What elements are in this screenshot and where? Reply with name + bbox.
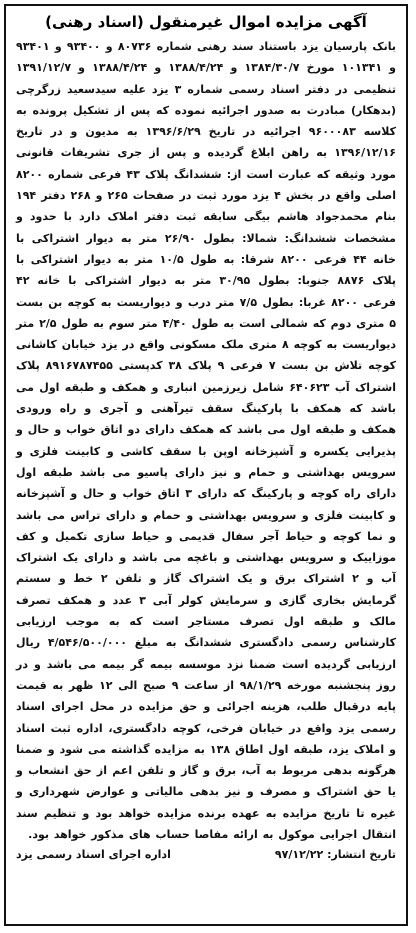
publish-date: تاریخ انتشار: ۹۷/۱۲/۲۲	[274, 848, 396, 862]
notice-footer	[16, 845, 396, 865]
issuing-office: اداره اجرای اسناد رسمی یزد	[16, 848, 171, 862]
notice-title: آگهی مزایده اموال غیرمنقول (اسناد رهنی)	[45, 13, 367, 31]
auction-notice	[4, 4, 408, 926]
notice-body: بانک پارسیان یزد باستناد سند رهنی شماره ۸۰۷۳۶ و ۹۳۴۰۰ و ۹۳۴۰۱ و ۱۰۱۳۴۱ مورخ ۱۳۸۴/۳۰/۷ و ۱۳۸۸/۴/۲۴ و ۱۳۸۸/۴/۲۴ و ۱۳۹۱/۱۲/۷ تنظیمی در دفتر اسناد رسمی شماره ۳ یزد علیه سیدسعید زرگرچی (بدهکار) مبادرت به صدور اجرائیه نموده که پس از تشکیل پرونده به کلاسه ۹۶۰۰۰۸۳ اجرائیه در تاریخ ۱۳۹۶/۶/۲۹ به مدیون و در تاریخ ۱۳۹۶/۱۲/۱۶ به راهن ابلاغ گردیده و پس از جری تشریفات قانونی مورد وثیقه که عبارت است از: ششدانگ پلاک ۴۳ فرعی شماره ۸۲۰۰ اصلی واقع در بخش ۴ یزد مورد ثبت در صفحات ۲۶۵ و ۲۶۸ دفتر ۱۹۴ بنام محمدجواد هاشم بیگی سابقه ثبت دفتر املاک دارد با حدود و مشخصات ششدانگ: شمالا: بطول ۲۶/۹۰ متر به دیوار اشتراکی با خانه ۴۴ فرعی ۸۲۰۰ شرقا: به طول ۱۰/۵ متر به دیوار اشتراکی با پلاک ۸۸۷۶ جنوبا: بطول ۳۰/۹۵ متر به دیوار اشتراکی با خانه ۴۲ فرعی ۸۲۰۰ غربا: بطول ۷/۵ متر درب و دیواریست به کوچه بن بست ۵ متری دوم که شمالی است به طول ۴/۴۰ متر سوم به طول ۲/۵ متر دیواریست به کوچه ۸ متری ملک مسکونی واقع در یزد خیابان کاشانی کوچه تلاش بن بست ۷ فرعی ۹ پلاک ۳۸ کدپستی ۸۹۱۶۷۸۷۴۵۵ پلاک اشتراک آب ۶۴۰۶۲۳ شامل زیرزمین انباری و همکف و طبقه اول می باشد که همکف با پارکینگ سقف تیرآهنی و آجری و راه ورودی همکف و طبقه اول می باشد که همکف دارای دو اتاق خواب و حال و پذیرایی یکسره و آشپزخانه اوپن با سقف کاشی و کابینت فلزی و سرویس بهداشتی و حمام و نیز دارای پاسیو می باشد طبقه اول دارای راه کوچه و پارکینگ که دارای ۳ اتاق خواب و حال و آشپزخانه و کابینت فلزی و سرویس بهداشتی و حمام و دارای تراس می باشد و نما کوچه و حیاط آجر سفال قدیمی و حیاط سازی تکمیل و کف موزاییک و سرویس بهداشتی و باغچه می باشد و دارای یک اشتراک آب و ۲ اشتراک برق و یک اشتراک گاز و تلفن ۲ خط و سستم گرمایش بخاری گازی و سرمایش کولر آبی ۳ عدد و همکف تصرف مالک و طبقه اول تصرف مستاجر است که به موجب ارزیابی کارشناس رسمی دادگستری ششدانگ به مبلغ ۴/۵۴۶/۵۰۰/۰۰۰ ریال ارزیابی گردیده است ضمنا نزد موسسه بیمه گر بیمه می باشد و در روز پنجشنبه مورخه ۹۸/۱/۲۹ از ساعت ۹ صبح الی ۱۲ ظهر به قیمت پایه درقبال طلب، هزینه اجرائی و حق مزایده در محل اجرای اسناد رسمی یزد واقع در خیابان فرخی، کوچه دادگستری، اداره ثبت اسناد و املاک یزد، طبقه اول اطاق ۱۳۸ به مزایده گذاشته می شود و ضمنا هرگونه بدهی مربوط به آب، برق و گاز و تلفن اعم از حق انشعاب و یا حق اشتراک و مصرف و نیز بدهی مالیاتی و عوارض شهرداری و غیره تا تاریخ مزایده به عهده برنده مزایده خواهد بود و تنظیم سند انتقال اجرایی موکول به ارائه مفاصا حساب های مذکور خواهد بود.	[16, 40, 397, 841]
